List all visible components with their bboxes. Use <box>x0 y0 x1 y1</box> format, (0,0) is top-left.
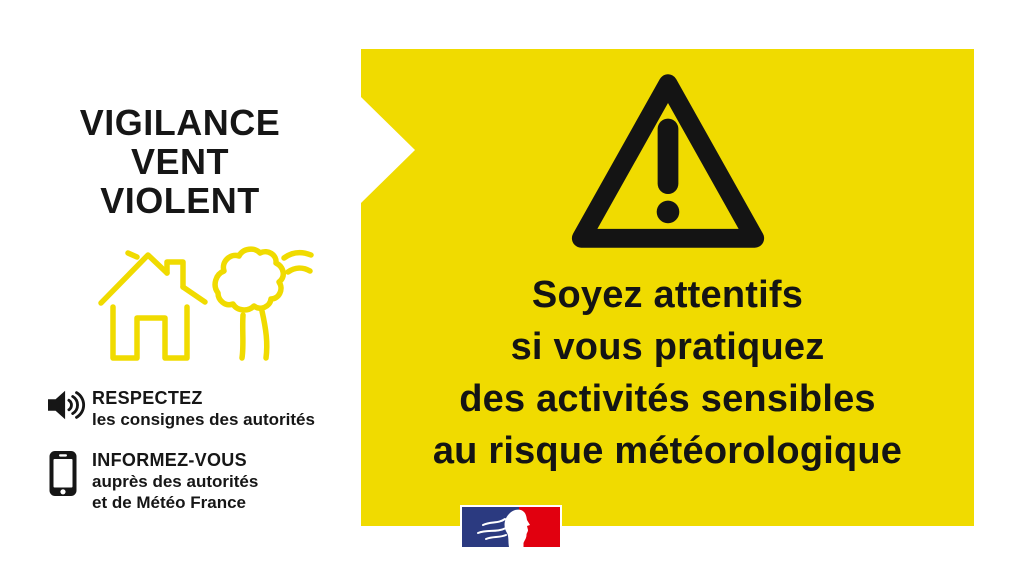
smartphone-icon <box>48 450 92 503</box>
alert-message-line-1: Soyez attentifs <box>531 274 804 316</box>
title-line-1: VIGILANCE <box>79 102 281 143</box>
advice-line-informez-1: auprès des autorités <box>92 472 259 491</box>
advice-item-respectez <box>48 388 348 430</box>
marianne-flag-logo <box>460 505 562 549</box>
panel-notch <box>361 97 415 203</box>
advice-heading-respectez: RESPECTEZ <box>92 388 203 408</box>
alert-message-line-3: des activités sensibles <box>459 378 876 420</box>
title-line-3: VIOLENT <box>100 180 260 221</box>
house-tree-wind-icon <box>90 241 320 371</box>
warning-triangle-icon <box>570 69 766 258</box>
alert-message-line-2: si vous pratiquez <box>510 326 825 368</box>
speaker-icon <box>48 388 92 427</box>
advice-item-informez <box>48 450 348 513</box>
advice-heading-informez: INFORMEZ-VOUS <box>92 450 247 470</box>
alert-message-line-4: au risque météorologique <box>432 430 903 472</box>
advice-line-informez-2: et de Météo France <box>92 493 246 512</box>
alert-message <box>361 269 974 477</box>
advice-line-respectez: les consignes des autorités <box>92 410 315 429</box>
title-line-2: VENT <box>130 141 229 182</box>
vigilance-title <box>0 103 360 220</box>
advice-list <box>48 388 348 533</box>
alert-panel <box>361 49 974 526</box>
left-panel <box>0 0 361 576</box>
